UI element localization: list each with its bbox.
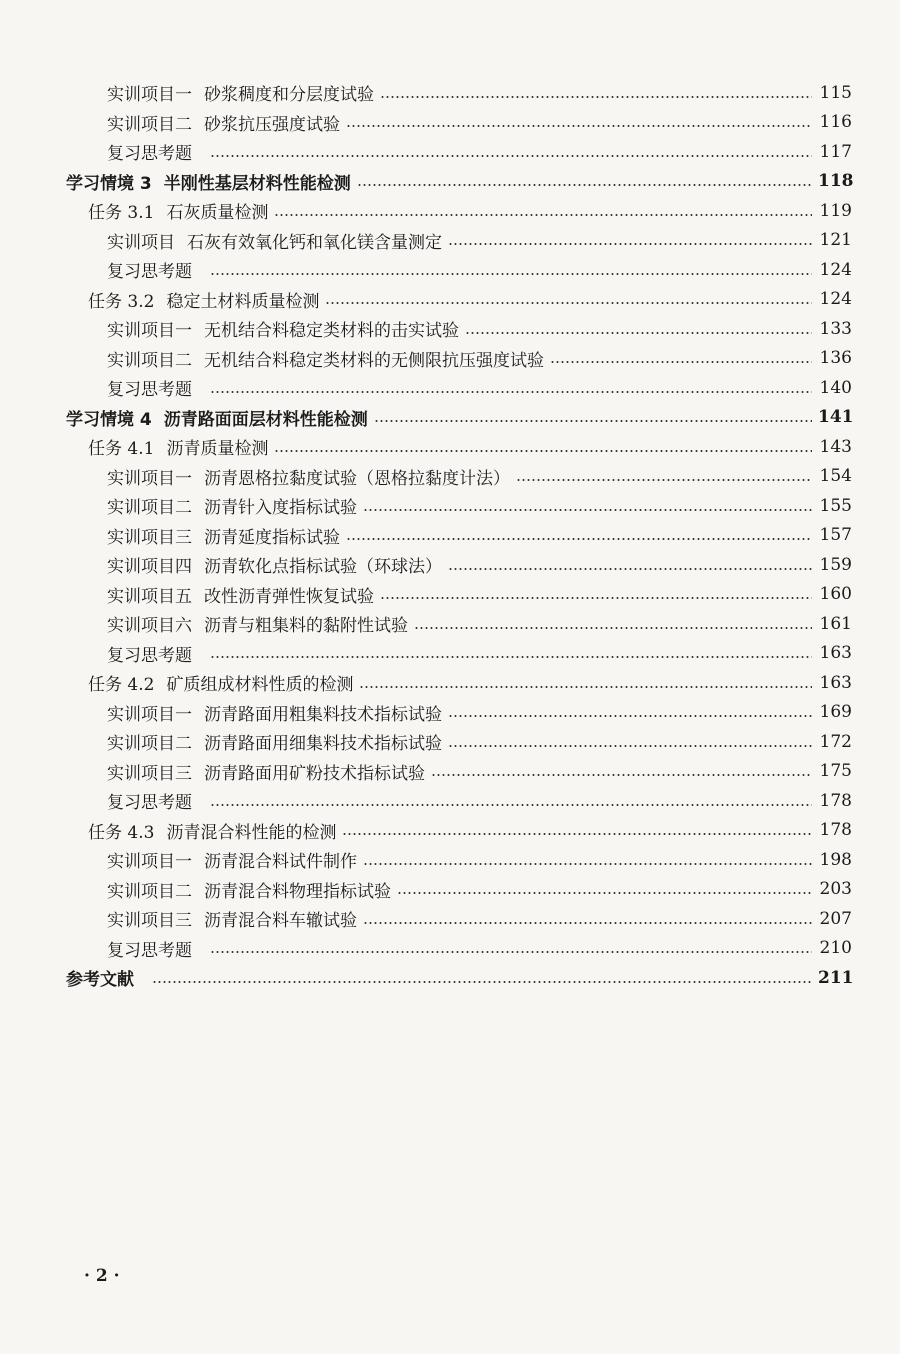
toc-entry-label: [107, 700, 446, 725]
toc-entry-page: 140: [819, 377, 852, 398]
toc-entry-page: 117: [819, 141, 852, 162]
toc-entry-title: 稳定土材料质量检测: [166, 291, 320, 312]
leader-dots: [550, 361, 812, 363]
toc-entry-number: 任务 3.1: [88, 203, 155, 224]
toc-entry[interactable]: [0, 609, 900, 639]
toc-entry-title: 无机结合料稳定类材料的无侧限抗压强度试验: [204, 350, 544, 371]
leader-dots: [380, 597, 812, 599]
leader-dots: [357, 184, 812, 186]
toc-entry-number: 实训项目一: [107, 468, 192, 489]
toc-entry-label: [107, 523, 344, 548]
toc-entry-number: 任务 3.2: [88, 291, 155, 312]
toc-entry-title: 沥青路面用矿粉技术指标试验: [204, 763, 425, 784]
toc-entry-label: [107, 375, 208, 400]
toc-entry-label: [107, 80, 378, 105]
toc-entry-title: 沥青混合料物理指标试验: [204, 881, 391, 902]
toc-entry[interactable]: [0, 698, 900, 728]
toc-entry-number: 任务 4.1: [88, 439, 155, 460]
leader-dots: [448, 568, 812, 570]
leader-dots: [465, 332, 812, 334]
leader-dots: [274, 214, 812, 216]
toc-entry-title: 改性沥青弹性恢复试验: [204, 586, 374, 607]
toc-entry-page: 124: [819, 289, 852, 310]
toc-entry-title: 沥青针入度指标试验: [204, 498, 357, 519]
toc-entry-label: [107, 877, 395, 902]
toc-entry[interactable]: [0, 757, 900, 787]
toc-entry-page: 119: [819, 200, 852, 221]
toc-entry-page: 161: [819, 613, 852, 634]
toc-entry-title: 沥青软化点指标试验（环球法）: [204, 557, 442, 578]
leader-dots: [516, 479, 812, 481]
toc-entry[interactable]: [0, 816, 900, 846]
toc-entry[interactable]: [0, 845, 900, 875]
toc-entry[interactable]: [0, 78, 900, 108]
toc-entry-page: 115: [819, 82, 852, 103]
toc-entry-label: [66, 169, 355, 194]
leader-dots: [363, 509, 812, 511]
toc-entry-number: 任务 4.2: [88, 675, 155, 696]
toc-entry[interactable]: [0, 786, 900, 816]
toc-entry-number: 复习思考题: [107, 380, 192, 401]
toc-entry-page: 136: [819, 348, 852, 369]
toc-entry[interactable]: [0, 108, 900, 138]
toc-entry-label: [107, 139, 208, 164]
toc-entry-page: 169: [819, 702, 852, 723]
toc-entry-label: [107, 228, 446, 253]
toc-entry-page: 203: [819, 879, 852, 900]
toc-entry[interactable]: [0, 373, 900, 403]
toc-entry-number: 实训项目: [107, 232, 175, 253]
toc-entry-label: [107, 906, 361, 931]
toc-entry-number: 实训项目二: [107, 734, 192, 755]
toc-entry[interactable]: [0, 255, 900, 285]
toc-entry[interactable]: [0, 462, 900, 492]
leader-dots: [210, 951, 812, 953]
toc-entry-number: 实训项目一: [107, 321, 192, 342]
leader-dots: [346, 125, 812, 127]
toc-entry[interactable]: [0, 167, 900, 197]
leader-dots: [342, 833, 812, 835]
toc-entry-title: 石灰质量检测: [166, 203, 269, 224]
toc-entry-label: [107, 611, 412, 636]
toc-entry[interactable]: [0, 550, 900, 580]
leader-dots: [325, 302, 812, 304]
toc-entry-page: 160: [819, 584, 852, 605]
toc-entry-title: 沥青混合料试件制作: [204, 852, 357, 873]
toc-entry-page: 178: [819, 790, 852, 811]
toc-entry-label: [66, 405, 372, 430]
toc-entry-page: 172: [819, 731, 852, 752]
toc-entry-title: 沥青路面面层材料性能检测: [163, 409, 368, 430]
toc-entry-label: [107, 759, 429, 784]
toc-entry-page: 163: [819, 672, 852, 693]
toc-entry[interactable]: [0, 432, 900, 462]
toc-entry-page: 159: [819, 554, 852, 575]
toc-entry-label: [107, 493, 361, 518]
toc-entry-number: 学习情境 4: [66, 409, 152, 430]
toc-entry-label: [88, 818, 340, 843]
toc-entry-page: 121: [819, 230, 852, 251]
toc-entry[interactable]: [0, 226, 900, 256]
toc-entry[interactable]: [0, 963, 900, 993]
table-of-contents: [0, 78, 900, 993]
toc-entry-number: 实训项目三: [107, 527, 192, 548]
toc-entry-page: 157: [819, 525, 852, 546]
toc-entry-page: 141: [818, 407, 854, 428]
toc-entry-label: [107, 110, 344, 135]
toc-entry-title: 半刚性基层材料性能检测: [163, 173, 351, 194]
toc-entry-label: [107, 257, 208, 282]
toc-entry[interactable]: [0, 285, 900, 315]
toc-entry-page: 124: [819, 259, 852, 280]
leader-dots: [210, 391, 812, 393]
toc-entry-label: [107, 316, 463, 341]
toc-entry[interactable]: [0, 344, 900, 374]
leader-dots: [380, 96, 812, 98]
toc-entry-label: [107, 936, 208, 961]
toc-entry-page: 210: [819, 938, 852, 959]
toc-entry-title: 无机结合料稳定类材料的击实试验: [204, 321, 459, 342]
toc-entry[interactable]: [0, 314, 900, 344]
toc-entry-page: 116: [819, 112, 852, 133]
toc-entry-label: [107, 552, 446, 577]
leader-dots: [274, 450, 812, 452]
toc-entry-label: [88, 287, 323, 312]
toc-entry-label: [107, 847, 361, 872]
toc-entry-label: [88, 670, 357, 695]
toc-entry-label: [107, 729, 446, 754]
toc-entry[interactable]: [0, 934, 900, 964]
leader-dots: [210, 656, 812, 658]
toc-entry-number: 实训项目六: [107, 616, 192, 637]
toc-entry-title: 砂浆抗压强度试验: [204, 114, 340, 135]
toc-entry-number: 实训项目二: [107, 498, 192, 519]
toc-entry-page: 198: [819, 849, 852, 870]
leader-dots: [448, 243, 812, 245]
toc-entry-number: 实训项目二: [107, 881, 192, 902]
toc-entry-number: 实训项目五: [107, 586, 192, 607]
toc-entry-number: 实训项目一: [107, 704, 192, 725]
leader-dots: [346, 538, 812, 540]
toc-entry-page: 118: [818, 171, 854, 192]
toc-entry-number: 实训项目三: [107, 763, 192, 784]
toc-entry-title: 沥青与粗集料的黏附性试验: [204, 616, 408, 637]
toc-entry-number: 实训项目一: [107, 852, 192, 873]
toc-entry-title: 沥青延度指标试验: [204, 527, 340, 548]
toc-entry-number: 学习情境 3: [66, 173, 152, 194]
toc-entry[interactable]: [0, 875, 900, 905]
leader-dots: [152, 981, 812, 983]
toc-entry-title: 沥青质量检测: [166, 439, 269, 460]
toc-entry-number: 任务 4.3: [88, 822, 155, 843]
leader-dots: [448, 745, 812, 747]
leader-dots: [397, 892, 812, 894]
leader-dots: [448, 715, 812, 717]
toc-entry-title: 沥青混合料车辙试验: [204, 911, 357, 932]
toc-entry-number: 复习思考题: [107, 940, 192, 961]
toc-entry-title: 沥青路面用粗集料技术指标试验: [204, 704, 442, 725]
leader-dots: [374, 420, 812, 422]
toc-entry[interactable]: [0, 580, 900, 610]
toc-entry-page: 155: [819, 495, 852, 516]
toc-entry-label: [107, 788, 208, 813]
toc-entry-title: 矿质组成材料性质的检测: [166, 675, 354, 696]
toc-entry[interactable]: [0, 491, 900, 521]
toc-entry-page: 133: [819, 318, 852, 339]
toc-entry-label: [66, 965, 150, 990]
toc-entry[interactable]: [0, 403, 900, 433]
toc-entry-number: 复习思考题: [107, 144, 192, 165]
toc-entry[interactable]: [0, 727, 900, 757]
toc-entry-title: 沥青恩格拉黏度试验（恩格拉黏度计法）: [204, 468, 510, 489]
toc-entry-number: 参考文献: [66, 970, 134, 991]
toc-entry-label: [107, 464, 514, 489]
toc-entry-title: 沥青路面用细集料技术指标试验: [204, 734, 442, 755]
leader-dots: [210, 804, 812, 806]
toc-entry-number: 实训项目二: [107, 350, 192, 371]
toc-entry-title: 石灰有效氧化钙和氧化镁含量测定: [187, 232, 442, 253]
toc-entry-page: 154: [819, 466, 852, 487]
toc-entry-label: [107, 346, 548, 371]
toc-entry-label: [88, 198, 272, 223]
leader-dots: [210, 155, 812, 157]
leader-dots: [363, 863, 812, 865]
toc-entry-page: 178: [819, 820, 852, 841]
toc-entry-label: [88, 434, 272, 459]
leader-dots: [363, 922, 812, 924]
toc-entry-title: 砂浆稠度和分层度试验: [204, 85, 374, 106]
toc-entry-page: 143: [819, 436, 852, 457]
toc-entry-number: 实训项目四: [107, 557, 192, 578]
toc-entry-page: 211: [818, 967, 854, 988]
toc-entry-label: [107, 582, 378, 607]
toc-entry[interactable]: [0, 904, 900, 934]
toc-entry-number: 复习思考题: [107, 793, 192, 814]
toc-entry[interactable]: [0, 668, 900, 698]
toc-entry-title: 沥青混合料性能的检测: [166, 822, 337, 843]
toc-entry-page: 163: [819, 643, 852, 664]
leader-dots: [431, 774, 812, 776]
toc-entry-page: 175: [819, 761, 852, 782]
page-number: · 2 ·: [84, 1266, 120, 1286]
leader-dots: [414, 627, 812, 629]
toc-entry-page: 207: [819, 908, 852, 929]
toc-entry-number: 复习思考题: [107, 262, 192, 283]
toc-entry-number: 实训项目一: [107, 85, 192, 106]
toc-entry-number: 实训项目二: [107, 114, 192, 135]
toc-entry[interactable]: [0, 137, 900, 167]
toc-entry[interactable]: [0, 196, 900, 226]
toc-entry-number: 复习思考题: [107, 645, 192, 666]
toc-entry-label: [107, 641, 208, 666]
leader-dots: [210, 273, 812, 275]
toc-entry[interactable]: [0, 521, 900, 551]
leader-dots: [359, 686, 812, 688]
toc-entry-number: 实训项目三: [107, 911, 192, 932]
toc-entry[interactable]: [0, 639, 900, 669]
